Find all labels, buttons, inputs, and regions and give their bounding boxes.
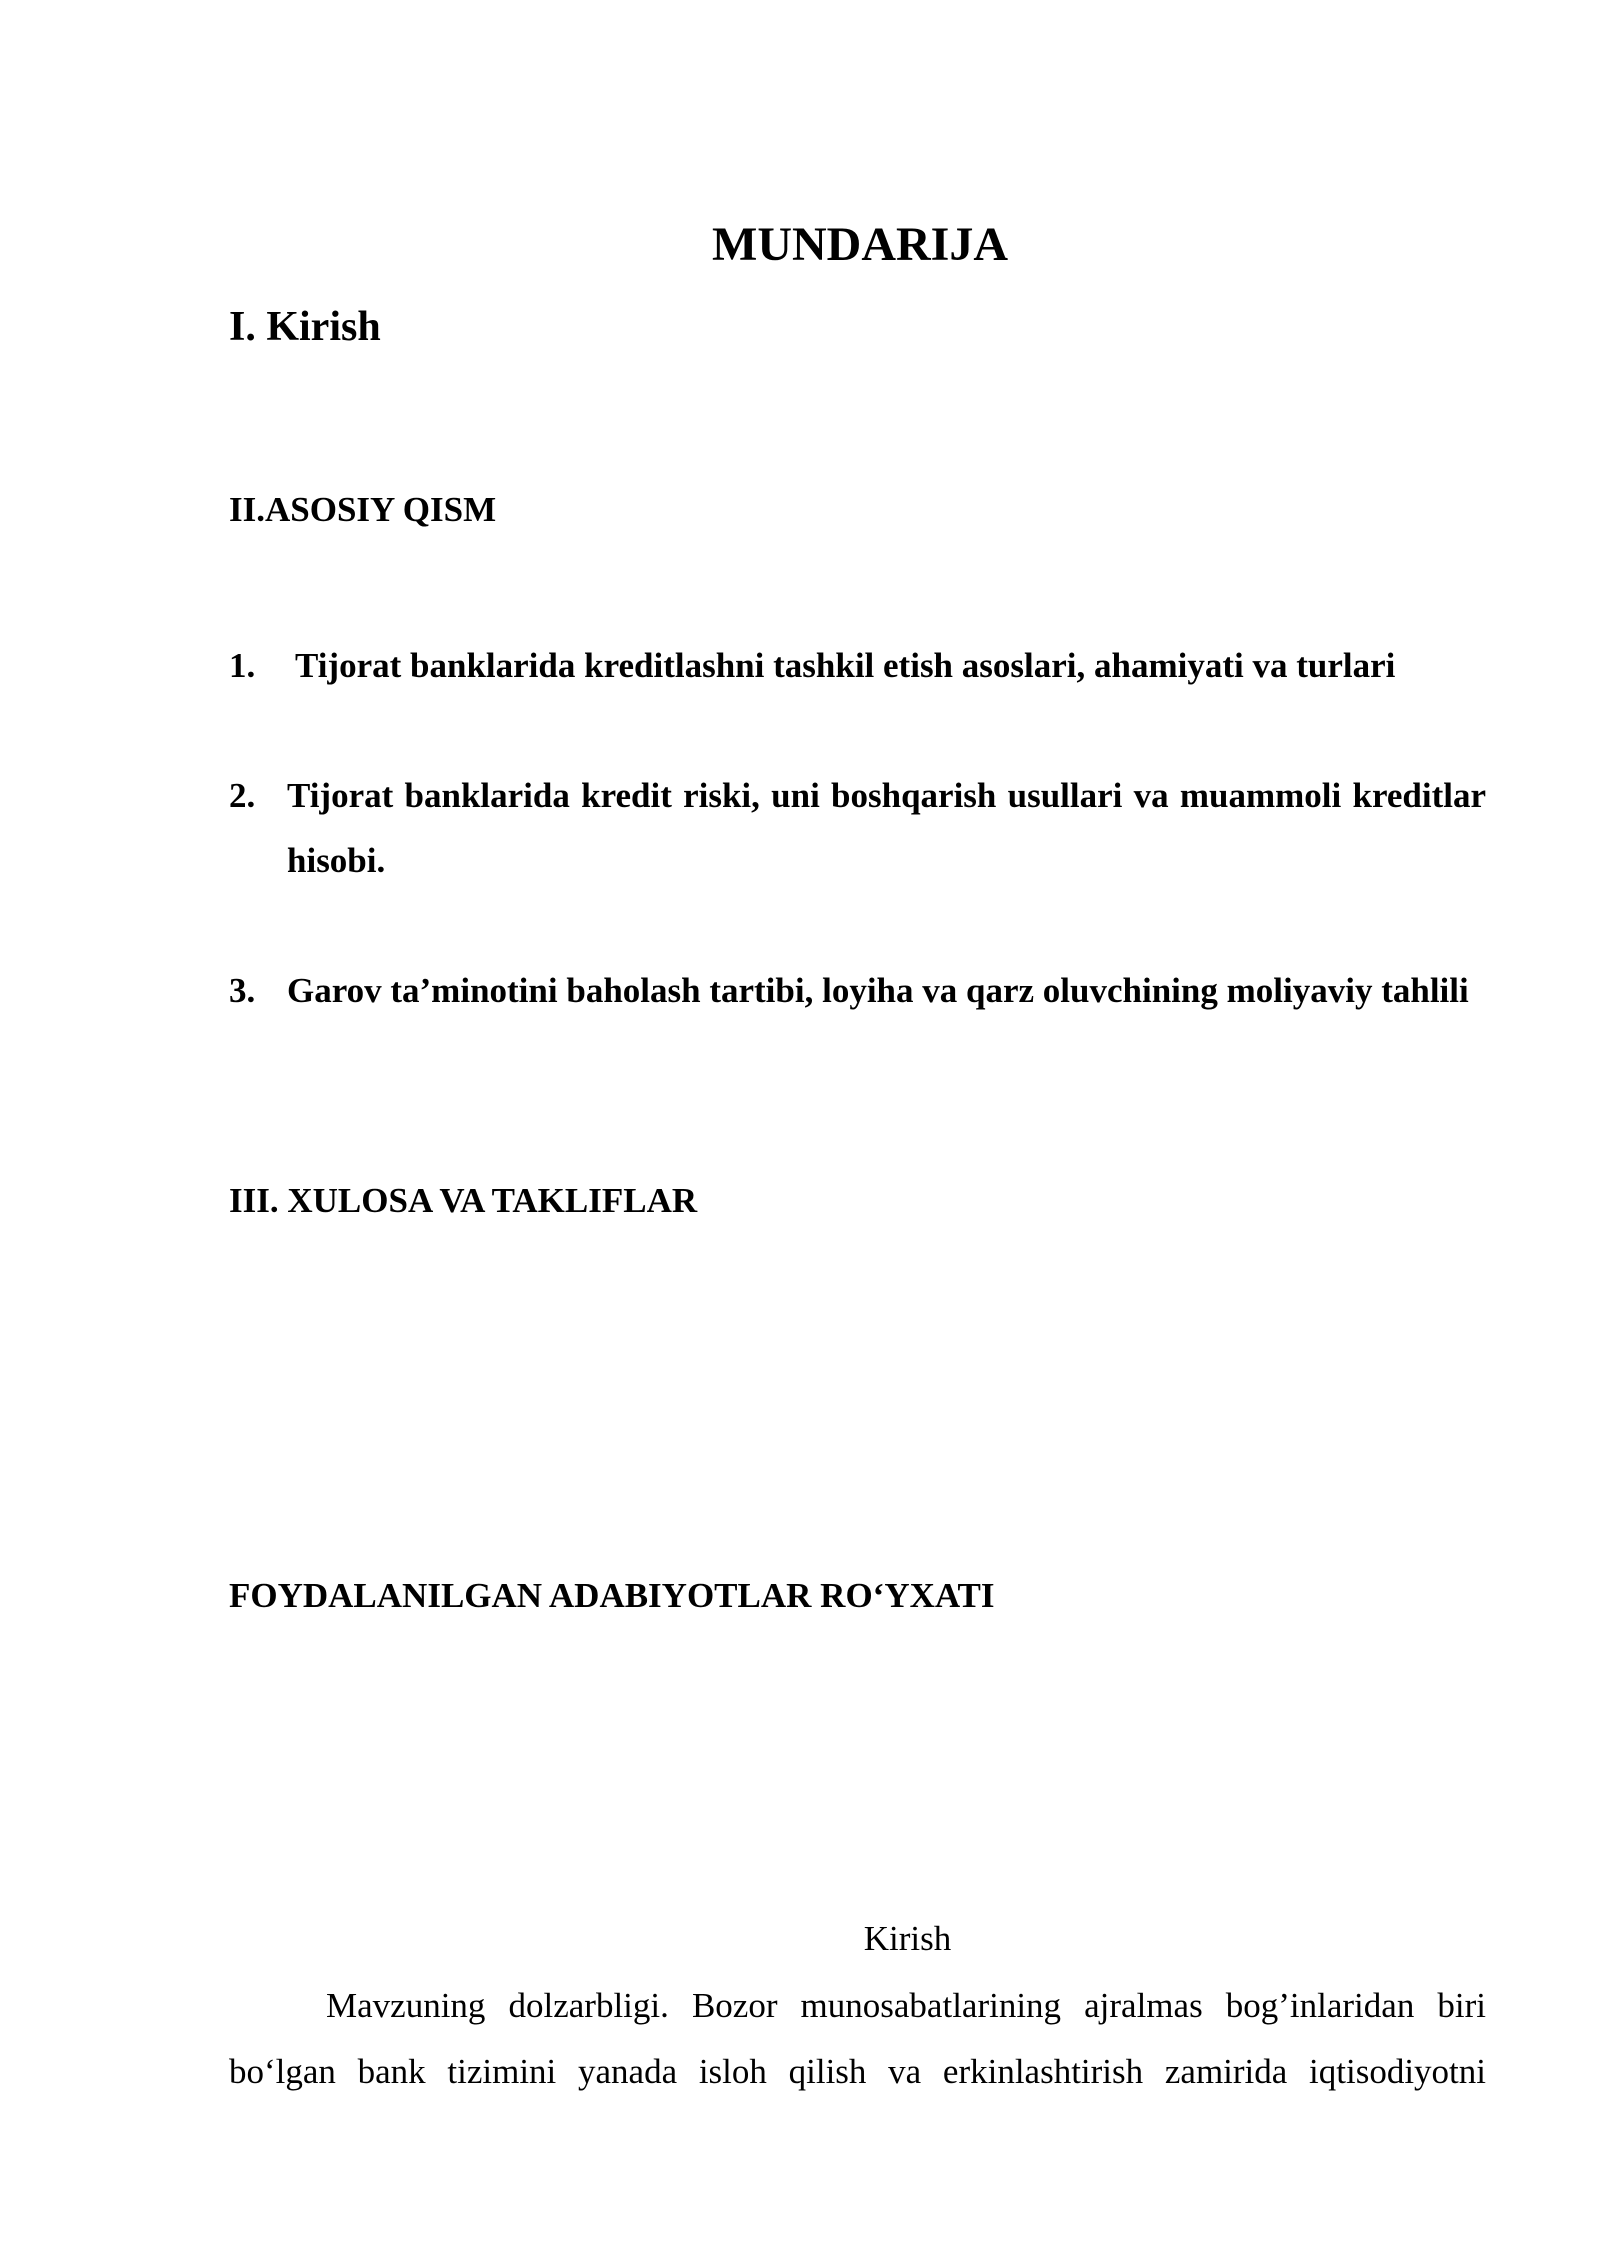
toc-references-section: FOYDALANILGAN ADABIYOTLAR RO‘YXATI <box>229 1576 995 1615</box>
toc-item-text: Garov ta’minotini baholash tartibi, loyiha va qarz oluvchining moliyaviy tahlili <box>287 971 1469 1010</box>
toc-conclusion-section: III. XULOSA VA TAKLIFLAR <box>229 1181 698 1220</box>
body-section-heading: Kirish <box>863 1919 952 1958</box>
toc-item-number: 1. <box>229 646 256 685</box>
body-paragraph-text: Mavzuning dolzarbligi. Bozor munosabatlarining ajralmas bog’inlaridan biri bo‘lgan bank tizimini yanada isloh qilish va erkinlashtirish zamirida iqtisodiyotni <box>229 1986 1486 2091</box>
toc-item-number: 2. <box>229 776 256 815</box>
body-paragraph <box>229 1973 1486 2105</box>
toc-item-2 <box>229 763 1486 893</box>
toc-item-number: 3. <box>229 971 256 1010</box>
toc-item-text: Tijorat banklarida kreditlashni tashkil etish asoslari, ahamiyati va turlari <box>295 646 1396 685</box>
toc-main-section: II.ASOSIY QISM <box>229 490 497 529</box>
toc-item-1 <box>229 633 1486 698</box>
toc-intro-heading: I. Kirish <box>229 304 381 350</box>
toc-item-3 <box>229 958 1486 1023</box>
toc-item-text: Tijorat banklarida kredit riski, uni boshqarish usullari va muammoli kreditlar hisobi. <box>287 776 1486 880</box>
page-title: MUNDARIJA <box>712 218 1008 271</box>
